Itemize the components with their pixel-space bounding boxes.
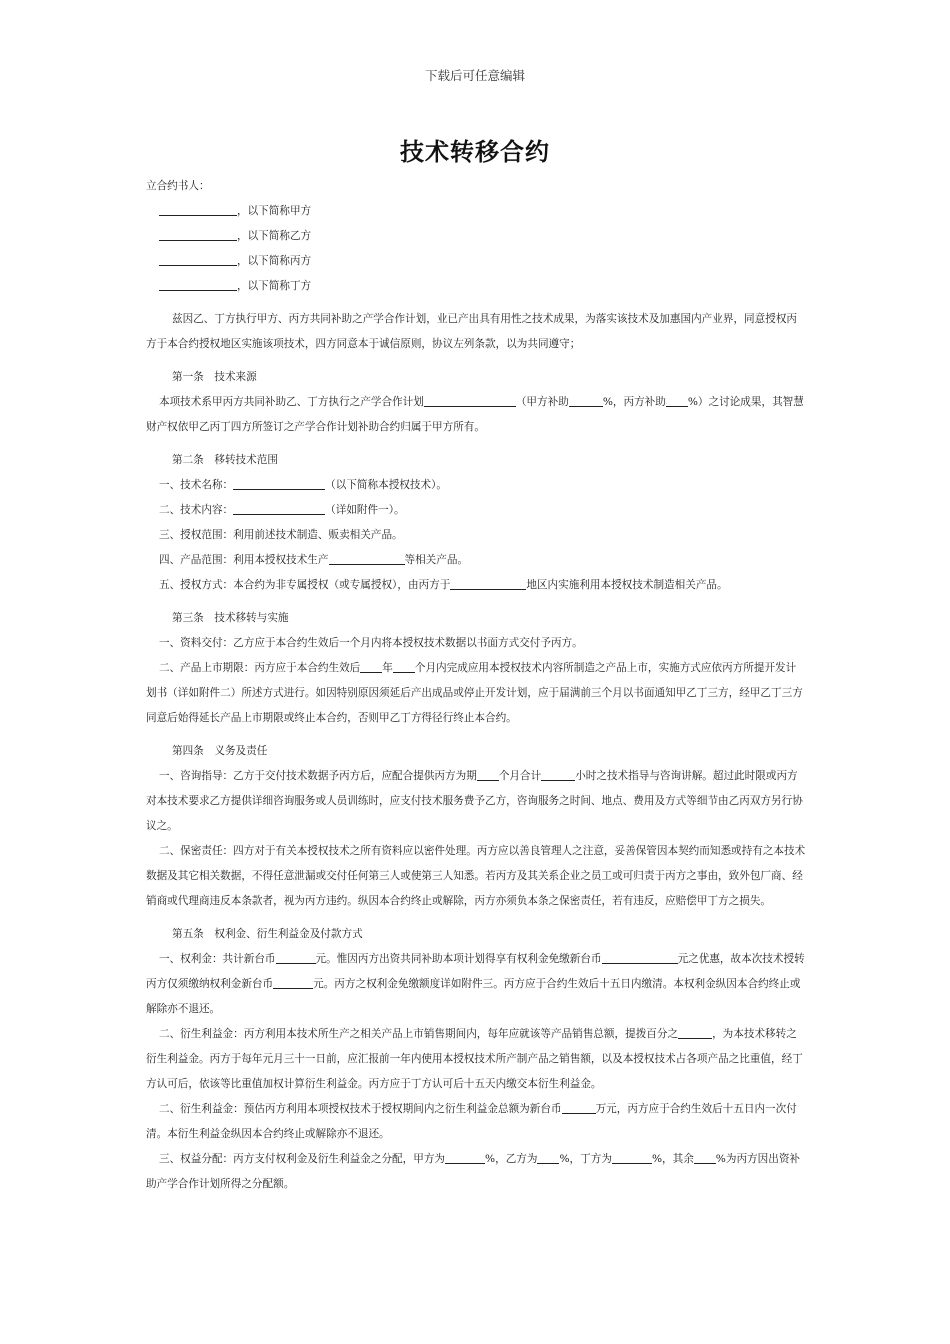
text-run: 一、权利金：共计新台币	[159, 953, 276, 965]
party-line-c	[146, 249, 806, 274]
text-run: 其智慧财产权依甲乙丙丁四方所签订之产学合作计划补助合约归属于甲方所有。	[146, 396, 804, 433]
blank-field	[602, 950, 678, 964]
blank-field	[360, 659, 382, 673]
text-run: 本项技术系甲丙方共同补助乙、丁方执行之产学合作计划	[159, 396, 424, 408]
text-run: （以下简称本授权技术）。	[325, 479, 447, 491]
text-run: 四、产品范围：利用本授权技术生产	[159, 554, 329, 566]
blank-field	[233, 476, 325, 490]
text-run: 等相关产品。	[404, 554, 469, 566]
text-run: ，以下简称甲方	[237, 205, 312, 217]
article-2-title: 第二条 移转技术范围	[172, 454, 278, 466]
blank-field	[273, 975, 313, 989]
article-2-item-5	[146, 573, 806, 598]
text-run: %，丁方为	[559, 1153, 612, 1165]
text-run: ，以下简称丁方	[237, 280, 312, 292]
text-run: 个月合计	[498, 770, 542, 782]
article-5-item-1	[146, 947, 806, 1022]
text-run: 元。丙方之权利金免缴额度详如附件三。丙方应于合约生效后十五日内缴清。本权利金纵因本合约终止或解除亦不退还。	[146, 978, 801, 1015]
article-2-item-2	[146, 498, 806, 523]
document-title: 技术转移合约	[400, 138, 550, 166]
text-run: %）之讨论成果，	[687, 396, 773, 408]
intro-label: 立合约书人：	[146, 180, 210, 192]
blank-field	[562, 1100, 596, 1114]
text-run: 个月内完成应用本授权技术内容所制造之产品上市，实施方式应依丙方所提开发计划书（详如附件二）所述方式进行。如因特别原因须延后产出成品或停止开发计划，应于届满前三个月以书面通知甲乙丁三方，经甲乙丁三方同意后始得延长产品上市期限或终止本合约，否则甲乙丁方得径行终止本合约。	[146, 662, 803, 724]
text-run: ，以下简称丙方	[237, 255, 312, 267]
article-1-text	[146, 390, 806, 440]
article-3-item-2	[146, 656, 806, 731]
article-2-item-4	[146, 548, 806, 573]
text-run: 元。惟因丙方出资共同补助本项计划得享有权利金免缴新台币	[315, 953, 602, 965]
text-run: 元之优惠，故本次技术授转丙方仅须缴纳权利金新台币	[146, 953, 805, 990]
text-run: %，丙方补助	[602, 396, 666, 408]
blank-field	[159, 227, 237, 241]
text-run: 二、产品上市期限：丙方应于本合约生效后	[159, 662, 361, 674]
article-3-item-1: 一、资料交付：乙方应于本合约生效后一个月内将本授权技术数据以书面方式交付予丙方。	[159, 637, 583, 649]
text-run: 一、咨询指导：乙方于交付技术数据予丙方后，应配合提供丙方为期	[159, 770, 477, 782]
article-4-item-1	[146, 764, 806, 839]
blank-field	[424, 393, 516, 407]
article-4-item-2: 二、保密责任：四方对于有关本授权技术之所有资料应以密件处理。丙方应以善良管理人之注意，妥善保管因本契约而知悉或持有之本技术数据及其它相关数据，不得任意泄漏或交付任何第三人或使第三人知悉。若丙方及其关系企业之员工或可归责于丙方之事由，致外包厂商、经销商或代理商违反本条款者，视为丙方违约。纵因本合约终止或解除，丙方亦须负本条之保密责任，若有违反，应赔偿甲丁方之损失。	[146, 845, 806, 907]
blank-field	[329, 551, 405, 565]
blank-field	[233, 501, 325, 515]
article-4-title: 第四条 义务及责任	[172, 745, 268, 757]
blank-field	[159, 277, 237, 291]
blank-field	[694, 1150, 716, 1164]
text-run: 小时之技术指导与咨询讲解。超过此时限或丙方对本技术要求乙方提供详细咨询服务或人员训练时，应支付技术服务费予乙方，咨询服务之时间、地点、费用及方式等细节由乙丙双方另行协议之。	[146, 770, 803, 832]
blank-field	[159, 252, 237, 266]
text-run: ，为本技术移转之衍生利益金。丙方于每年元月三十一日前，应汇报前一年内使用本授权技术所产制产品之销售额，以及本授权技术占各项产品之比重值，经丁方认可后，依该等比重值加权计算衍生利益金。丙方应于丁方认可后十五天内缴交本衍生利益金。	[146, 1028, 803, 1090]
blank-field	[159, 202, 237, 216]
text-run: ，以下简称乙方	[237, 230, 312, 242]
text-run: %，乙方为	[485, 1153, 538, 1165]
blank-field	[537, 1150, 559, 1164]
text-run: 一、技术名称：	[159, 479, 234, 491]
blank-field	[569, 393, 603, 407]
article-1-title: 第一条 技术来源	[172, 371, 257, 383]
blank-field	[393, 659, 415, 673]
blank-field	[276, 950, 316, 964]
text-run: 万元，丙方应于合约生效后十五日内一次付清。本衍生利益金纵因本合约终止或解除亦不退还。	[146, 1103, 797, 1140]
article-5-item-2	[146, 1022, 806, 1097]
party-line-b	[146, 224, 806, 249]
text-run: 五、授权方式：本合约为非专属授权（或专属授权），由丙方于	[159, 579, 451, 591]
party-line-a	[146, 199, 806, 224]
text-run: 三、权益分配：丙方支付权利金及衍生利益金之分配，甲方为	[159, 1153, 446, 1165]
text-run: 地区内实施利用本授权技术制造相关产品。	[526, 579, 728, 591]
article-5-item-4	[146, 1147, 806, 1197]
blank-field	[612, 1150, 652, 1164]
page-header: 下载后可任意编辑	[424, 68, 525, 83]
text-run: 年	[382, 662, 393, 674]
blank-field	[678, 1025, 712, 1039]
text-run: 二、衍生利益金：丙方利用本技术所生产之相关产品上市销售期间内，每年应就该等产品销售总额，提拨百分之	[159, 1028, 679, 1040]
blank-field	[450, 576, 526, 590]
text-run: 二、技术内容：	[159, 504, 234, 516]
party-line-d	[146, 274, 806, 299]
article-2-item-3: 三、授权范围：利用前述技术制造、贩卖相关产品。	[159, 529, 403, 541]
blank-field	[541, 767, 575, 781]
text-run: %为丙方因出资补助产学合作计划所得之分配额。	[146, 1153, 801, 1190]
blank-field	[666, 393, 688, 407]
text-run: %，其余	[651, 1153, 694, 1165]
text-run: （详如附件一）。	[325, 504, 405, 516]
article-3-title: 第三条 技术移转与实施	[172, 612, 289, 624]
preamble: 兹因乙、丁方执行甲方、丙方共同补助之产学合作计划，业已产出具有用性之技术成果，为落实该技术及加惠国内产业界，同意授权丙方于本合约授权地区实施该项技术，四方同意本于诚信原则，协议左列条款，以为共同遵守；	[146, 313, 798, 350]
blank-field	[445, 1150, 485, 1164]
blank-field	[477, 767, 499, 781]
article-2-item-1	[146, 473, 806, 498]
text-run: （甲方补助	[515, 396, 569, 408]
document-body	[146, 174, 806, 1197]
article-5-item-3	[146, 1097, 806, 1147]
text-run: 二、衍生利益金：预估丙方利用本项授权技术于授权期间内之衍生利益金总额为新台币	[159, 1103, 562, 1115]
article-5-title: 第五条 权利金、衍生利益金及付款方式	[172, 928, 363, 940]
